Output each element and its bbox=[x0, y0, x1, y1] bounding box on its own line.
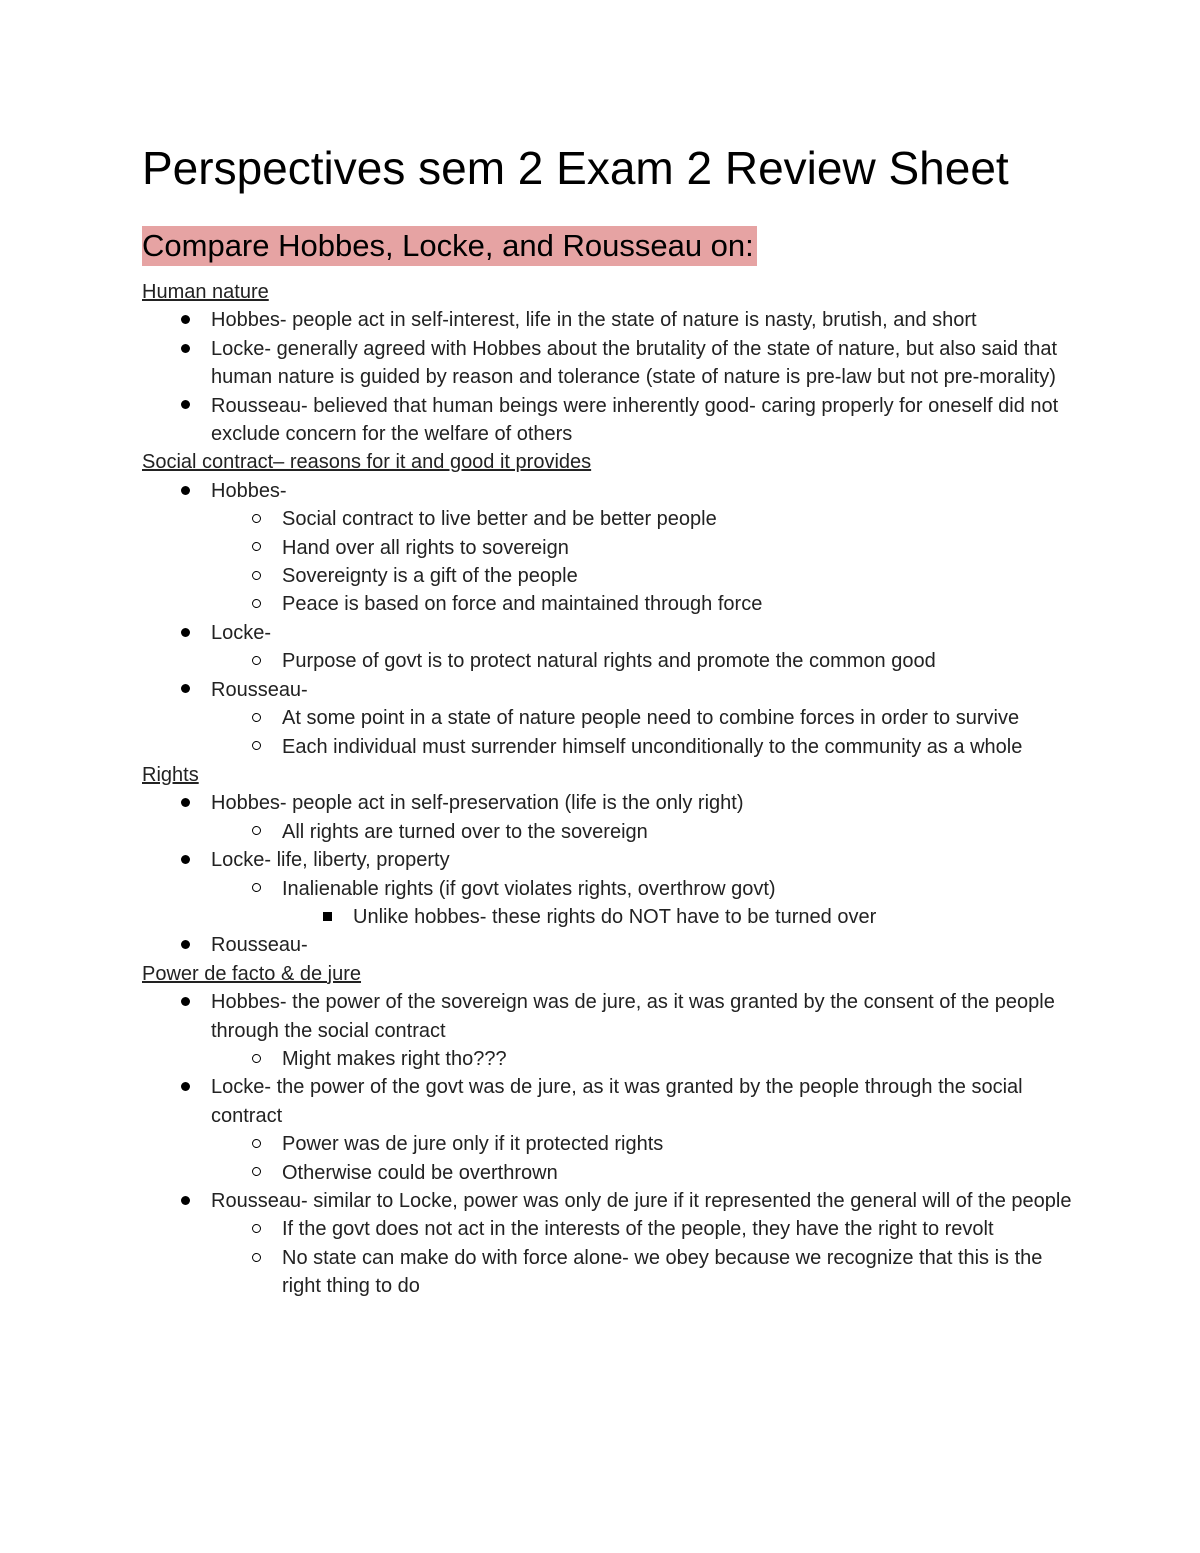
sub-list-item: Might makes right tho??? bbox=[142, 1045, 1072, 1073]
bullet-dot-icon bbox=[175, 477, 195, 505]
bullet-dot-icon bbox=[175, 335, 195, 363]
bullet-dot-icon bbox=[175, 306, 195, 334]
sub-list-item: If the govt does not act in the interests of the people, they have the right to revolt bbox=[142, 1215, 1072, 1243]
bullet-circle-icon bbox=[246, 562, 266, 590]
sub-list-item: At some point in a state of nature people need to combine forces in order to survive bbox=[142, 704, 1072, 732]
bullet-dot-icon bbox=[175, 1073, 195, 1101]
section-heading: Social contract– reasons for it and good it provides bbox=[142, 451, 592, 474]
list-item: Hobbes- people act in self-interest, life in the state of nature is nasty, brutish, and short bbox=[142, 306, 1072, 334]
list-item: Rousseau- bbox=[142, 676, 1072, 704]
sub-list-item: Inalienable rights (if govt violates rights, overthrow govt) bbox=[142, 875, 1072, 903]
sub-list-item: Each individual must surrender himself unconditionally to the community as a whole bbox=[142, 733, 1072, 761]
bullet-dot-icon bbox=[175, 789, 195, 817]
list-item: Hobbes- people act in self-preservation (life is the only right) bbox=[142, 789, 1072, 817]
highlighted-subheading: Compare Hobbes, Locke, and Rousseau on: bbox=[142, 226, 757, 266]
bullet-circle-icon bbox=[246, 704, 266, 732]
bullet-dot-icon bbox=[175, 676, 195, 704]
section-human-nature bbox=[142, 278, 1072, 448]
document-title: Perspectives sem 2 Exam 2 Review Sheet bbox=[142, 142, 1009, 194]
sub-list-item: Sovereignty is a gift of the people bbox=[142, 562, 1072, 590]
bullet-circle-icon bbox=[246, 818, 266, 846]
list-item: Locke- generally agreed with Hobbes about the brutality of the state of nature, but also said that human nature is guided by reason and tolerance (state of nature is pre-law but not pre-morality) bbox=[142, 335, 1072, 392]
list-item: Rousseau- believed that human beings were inherently good- caring properly for oneself did not exclude concern for the welfare of others bbox=[142, 392, 1072, 449]
bullet-dot-icon bbox=[175, 931, 195, 959]
list-item: Rousseau- bbox=[142, 931, 1072, 959]
bullet-circle-icon bbox=[246, 1130, 266, 1158]
bullet-circle-icon bbox=[246, 875, 266, 903]
list-item: Locke- bbox=[142, 619, 1072, 647]
bullet-circle-icon bbox=[246, 647, 266, 675]
list-item: Locke- life, liberty, property bbox=[142, 846, 1072, 874]
subheading-row bbox=[142, 226, 1072, 268]
sub-list-item: No state can make do with force alone- we obey because we recognize that this is the right thing to do bbox=[142, 1244, 1072, 1301]
list-item: Hobbes- bbox=[142, 477, 1072, 505]
list-item: Locke- the power of the govt was de jure, as it was granted by the people through the social contract bbox=[142, 1073, 1072, 1130]
section-heading: Power de facto & de jure bbox=[142, 962, 362, 985]
document-page bbox=[142, 140, 1072, 1301]
sub-list-item: Otherwise could be overthrown bbox=[142, 1159, 1072, 1187]
sub-list-item: Purpose of govt is to protect natural rights and promote the common good bbox=[142, 647, 1072, 675]
bullet-dot-icon bbox=[175, 392, 195, 420]
bullet-circle-icon bbox=[246, 733, 266, 761]
sub-list-item: Social contract to live better and be better people bbox=[142, 505, 1072, 533]
bullet-square-icon bbox=[317, 903, 337, 931]
sub-list-item: All rights are turned over to the sovereign bbox=[142, 818, 1072, 846]
list-item: Hobbes- the power of the sovereign was de jure, as it was granted by the consent of the people through the social contract bbox=[142, 988, 1072, 1045]
bullet-circle-icon bbox=[246, 1244, 266, 1272]
section-rights bbox=[142, 761, 1072, 960]
section-social-contract bbox=[142, 448, 1072, 760]
section-heading: Human nature bbox=[142, 281, 269, 303]
bullet-circle-icon bbox=[246, 590, 266, 618]
section-power bbox=[142, 960, 1072, 1301]
bullet-dot-icon bbox=[175, 1187, 195, 1215]
sub-list-item: Hand over all rights to sovereign bbox=[142, 534, 1072, 562]
bullet-dot-icon bbox=[175, 619, 195, 647]
sub-list-item: Peace is based on force and maintained through force bbox=[142, 590, 1072, 618]
sub-list-item: Power was de jure only if it protected rights bbox=[142, 1130, 1072, 1158]
list-item: Rousseau- similar to Locke, power was only de jure if it represented the general will of the people bbox=[142, 1187, 1072, 1215]
bullet-dot-icon bbox=[175, 988, 195, 1016]
sub-sub-list-item: Unlike hobbes- these rights do NOT have to be turned over bbox=[142, 903, 1072, 931]
bullet-circle-icon bbox=[246, 505, 266, 533]
bullet-circle-icon bbox=[246, 1045, 266, 1073]
bullet-circle-icon bbox=[246, 1159, 266, 1187]
section-heading: Rights bbox=[142, 763, 199, 786]
bullet-dot-icon bbox=[175, 846, 195, 874]
bullet-circle-icon bbox=[246, 1215, 266, 1243]
bullet-circle-icon bbox=[246, 534, 266, 562]
